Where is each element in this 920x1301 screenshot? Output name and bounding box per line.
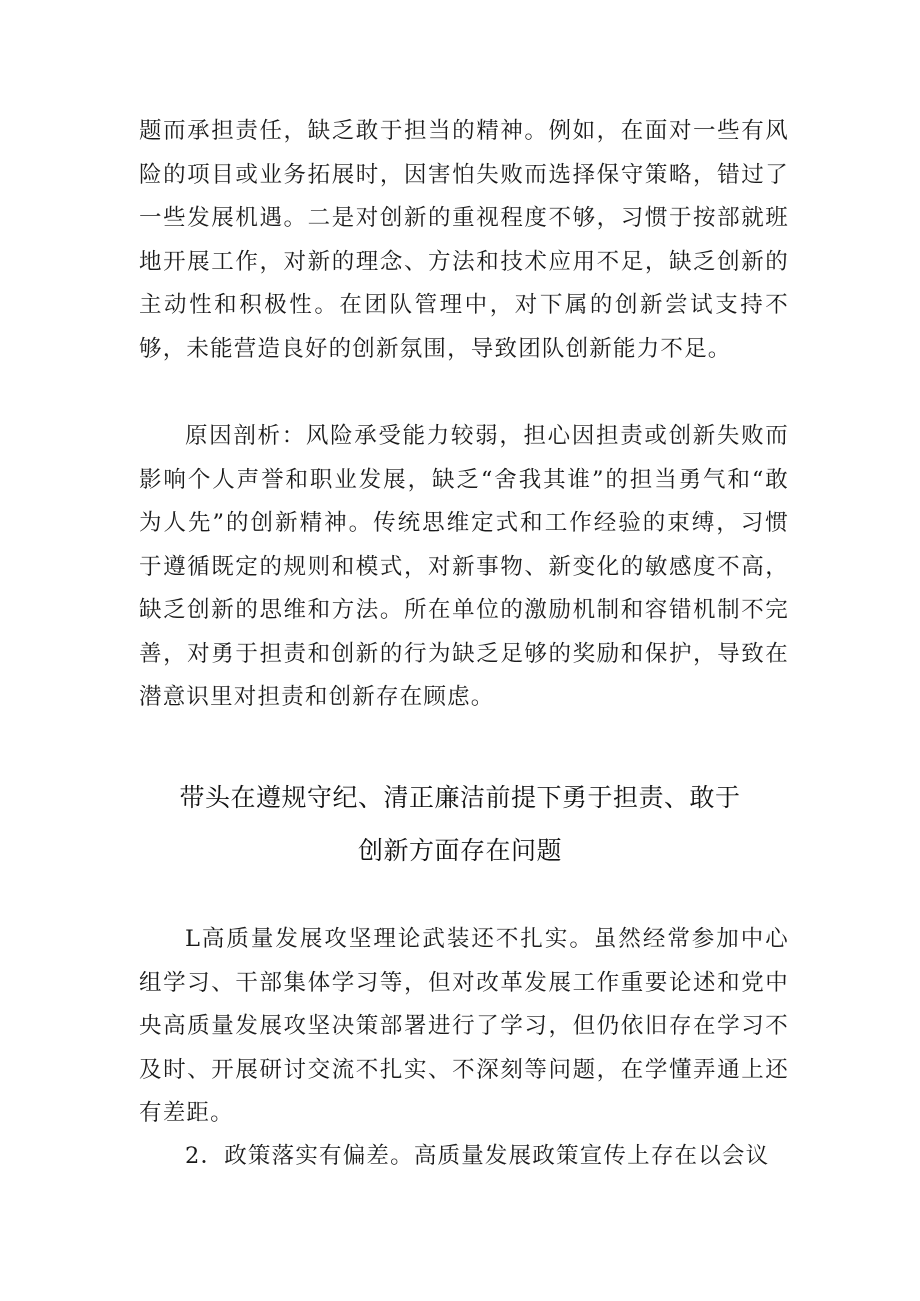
section-heading-line-1: 带头在遵规守纪、清正廉洁前提下勇于担责、敢于 <box>179 783 741 812</box>
body-paragraph-item-2: 2．政策落实有偏差。高质量发展政策宣传上存在以会议 <box>185 1143 770 1169</box>
body-paragraph-1: 题而承担责任，缺乏敢于担当的精神。例如，在面对一些有风险的项目或业务拓展时，因害怕失败而选择保守策略，错过了一些发展机遇。二是对创新的重视程度不够，习惯于按部就班地开展工作，对新的理念、方法和技术应用不足，缺乏创新的主动性和积极性。在团队管理中，对下属的创新尝试支持不够，未能营造良好的创新氛围，导致团队创新能力不足。 <box>139 118 789 362</box>
body-paragraph-cause-analysis: 原因剖析：风险承受能力较弱，担心因担责或创新失败而影响个人声誉和职业发展，缺乏“舍我其谁”的担当勇气和“敢为人先”的创新精神。传统思维定式和工作经验的束缚，习惯于遵循既定的规则和模式，对新事物、新变化的敏感度不高，缺乏创新的思维和方法。所在单位的激励机制和容错机制不完善，对勇于担责和创新的行为缺乏足够的奖励和保护，导致在潜意识里对担责和创新存在顾虑。 <box>139 423 789 710</box>
section-heading-line-2: 创新方面存在问题 <box>357 836 562 865</box>
body-paragraph-item-1: L高质量发展攻坚理论武装还不扎实。虽然经常参加中心组学习、干部集体学习等，但对改革发展工作重要论述和党中央高质量发展攻坚决策部署进行了学习，但仍依旧存在学习不及时、开展研讨交流不扎实、不深刻等问题，在学懂弄通上还有差距。 <box>139 926 789 1126</box>
section-heading <box>120 771 800 877</box>
